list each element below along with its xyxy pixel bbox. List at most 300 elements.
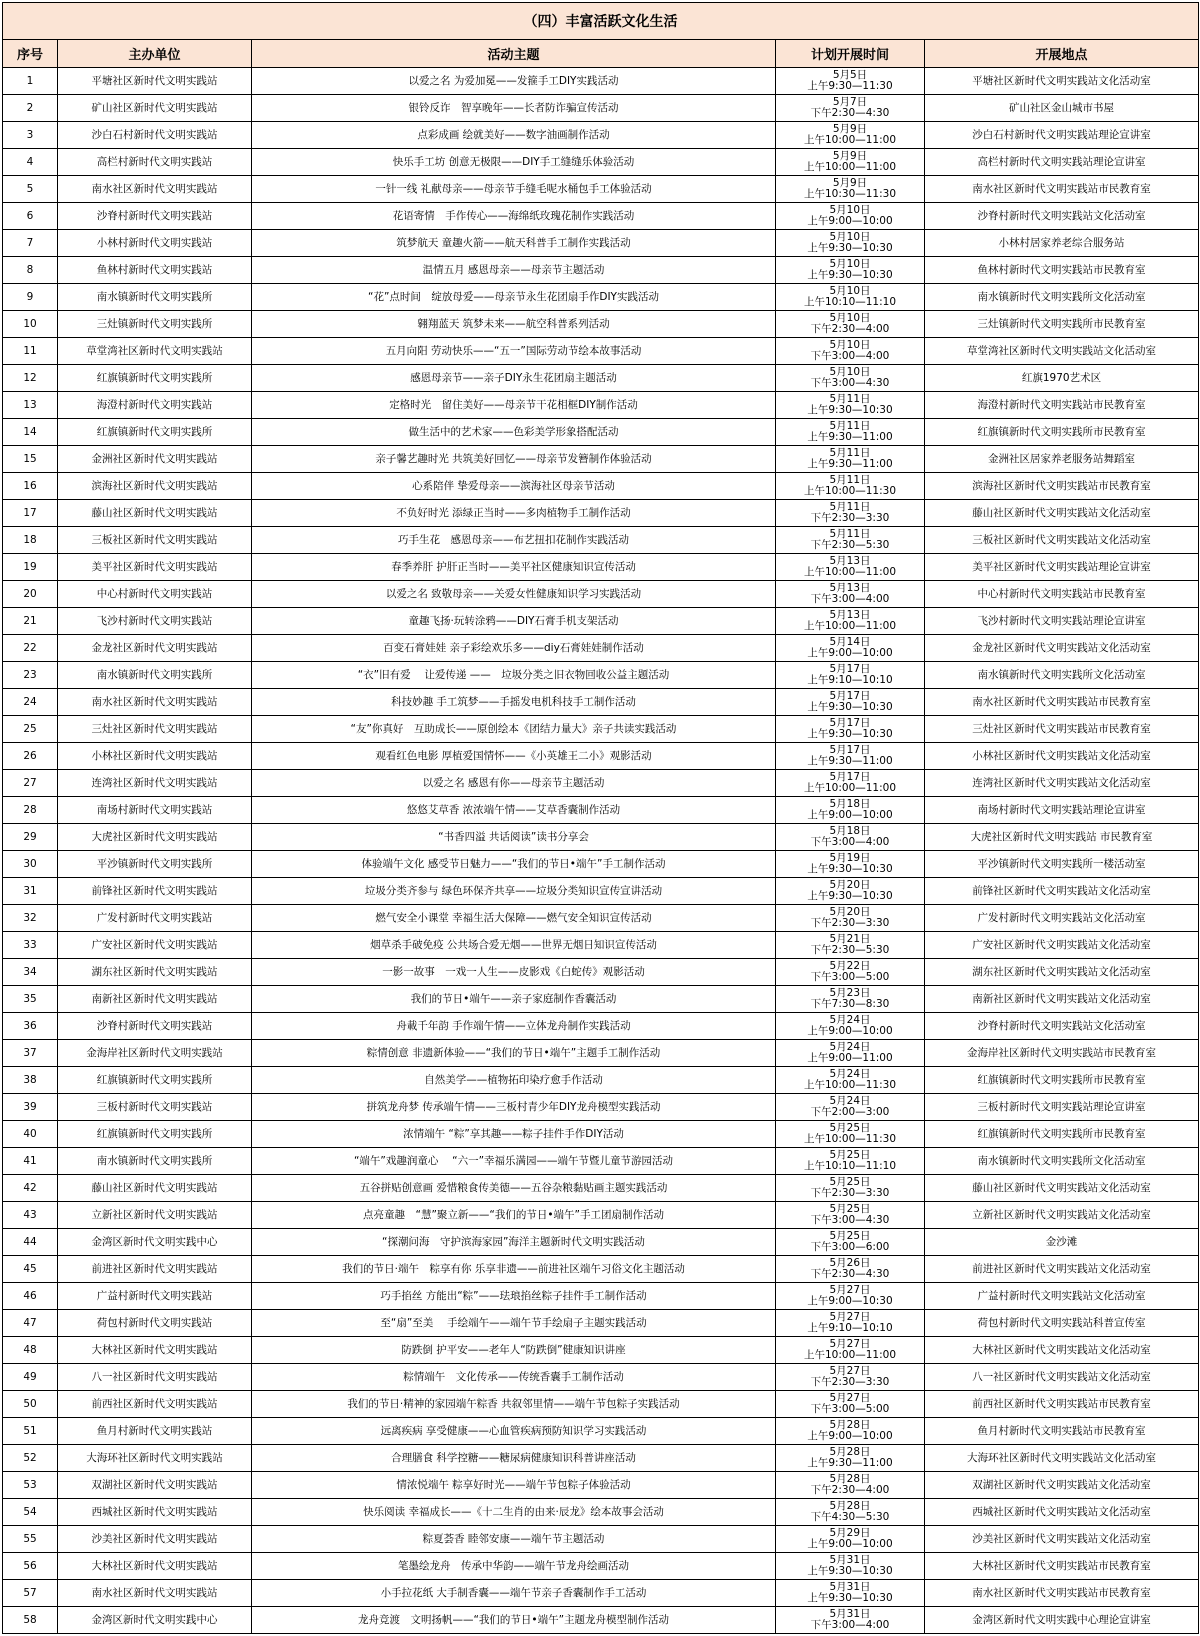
row-time: 下午2:30—3:30 [810,1187,890,1199]
row-theme: 我们的节日·精神的家园端午粽香 共叙邻里情——端午节包粽子实践活动 [252,1391,776,1418]
table-row [3,716,1199,743]
row-organizer: 草堂湾社区新时代文明实践站 [58,338,252,365]
table-row [3,176,1199,203]
row-date: 5月18日 [829,798,871,810]
row-schedule [776,1445,925,1472]
row-theme: 自然美学——植物拓印染疗愈手作活动 [252,1067,776,1094]
row-location: 南新社区新时代文明实践站文化活动室 [925,986,1199,1013]
table-row [3,1229,1199,1256]
row-schedule [776,689,925,716]
row-number: 52 [3,1445,58,1472]
row-time: 上午9:00—10:00 [807,809,893,821]
row-location: 金龙社区新时代文明实践站文化活动室 [925,635,1199,662]
table-row [3,473,1199,500]
row-time: 下午7:30—8:30 [810,998,890,1010]
table-row [3,1391,1199,1418]
row-location: 南水社区新时代文明实践站市民教育室 [925,1580,1199,1607]
row-location: 红旗镇新时代文明实践所市民教育室 [925,419,1199,446]
row-theme: “书香四溢 共话阅读”读书分享会 [252,824,776,851]
row-time: 上午9:10—10:10 [807,1322,893,1334]
row-time: 上午10:00—11:00 [803,161,897,173]
row-organizer: 大海环社区新时代文明实践站 [58,1445,252,1472]
row-time: 上午10:00—11:00 [803,620,897,632]
row-location: 飞沙村新时代文明实践站理论宣讲室 [925,608,1199,635]
row-number: 48 [3,1337,58,1364]
header-theme: 活动主题 [252,40,776,68]
row-schedule [776,1418,925,1445]
row-time: 上午9:00—10:00 [807,647,893,659]
row-date: 5月27日 [829,1284,871,1296]
row-number: 20 [3,581,58,608]
row-location: 矿山社区金山城市书屋 [925,95,1199,122]
row-date: 5月11日 [829,420,871,432]
row-theme: 心系陪伴 挚爱母亲——滨海社区母亲节活动 [252,473,776,500]
row-number: 25 [3,716,58,743]
row-organizer: 小林村新时代文明实践站 [58,230,252,257]
row-schedule [776,824,925,851]
row-location: 南水镇新时代文明实践所文化活动室 [925,1148,1199,1175]
row-theme: 童趣飞扬·玩转涂鸦——DIY石膏手机支架活动 [252,608,776,635]
table-row [3,311,1199,338]
row-time: 上午10:00—11:30 [803,1079,897,1091]
table-row [3,581,1199,608]
row-theme: 温情五月 感恩母亲——母亲节主题活动 [252,257,776,284]
header-time: 计划开展时间 [776,40,925,68]
row-schedule [776,365,925,392]
row-location: 双湖社区新时代文明实践站文化活动室 [925,1472,1199,1499]
row-location: 沙白石村新时代文明实践站理论宣讲室 [925,122,1199,149]
row-date: 5月25日 [829,1149,871,1161]
row-number: 5 [3,176,58,203]
row-number: 33 [3,932,58,959]
table-row [3,446,1199,473]
row-location: 平塘社区新时代文明实践站文化活动室 [925,68,1199,95]
row-number: 3 [3,122,58,149]
row-time: 下午3:00—4:00 [810,593,890,605]
table-row [3,608,1199,635]
row-schedule [776,68,925,95]
row-organizer: 藤山社区新时代文明实践站 [58,1175,252,1202]
row-date: 5月9日 [832,150,868,162]
row-theme: 我们的节日·端午 粽享有你 乐享非遗——前进社区端午习俗文化主题活动 [252,1256,776,1283]
row-location: 前西社区新时代文明实践站市民教育室 [925,1391,1199,1418]
header-org: 主办单位 [58,40,252,68]
row-time: 下午3:00—4:30 [810,1214,890,1226]
row-schedule [776,446,925,473]
row-date: 5月11日 [829,528,871,540]
table-row [3,1040,1199,1067]
row-location: 广发村新时代文明实践站文化活动室 [925,905,1199,932]
row-location: 广益村新时代文明实践站文化活动室 [925,1283,1199,1310]
row-location: 鱼林村新时代文明实践站市民教育室 [925,257,1199,284]
table-row [3,743,1199,770]
table-row [3,284,1199,311]
row-organizer: 南水社区新时代文明实践站 [58,1580,252,1607]
table-row [3,1526,1199,1553]
row-time: 上午9:30—11:00 [807,458,893,470]
table-row [3,1364,1199,1391]
row-organizer: 高栏村新时代文明实践站 [58,149,252,176]
row-time: 上午9:00—10:00 [807,1025,893,1037]
row-theme: 以爱之名 致敬母亲——关爱女性健康知识学习实践活动 [252,581,776,608]
row-number: 54 [3,1499,58,1526]
row-schedule [776,284,925,311]
table-row [3,149,1199,176]
table-row [3,1310,1199,1337]
row-time: 上午9:30—11:30 [807,80,893,92]
row-number: 40 [3,1121,58,1148]
row-organizer: 红旗镇新时代文明实践所 [58,419,252,446]
row-theme: 银铃反诈 智享晚年——长者防诈骗宣传活动 [252,95,776,122]
row-organizer: 南水镇新时代文明实践所 [58,1148,252,1175]
row-number: 22 [3,635,58,662]
row-date: 5月25日 [829,1176,871,1188]
row-theme: 以爱之名 为爱加冕——发箍手工DIY实践活动 [252,68,776,95]
row-location: 三板社区新时代文明实践站文化活动室 [925,527,1199,554]
row-organizer: 金龙社区新时代文明实践站 [58,635,252,662]
row-schedule [776,473,925,500]
row-number: 8 [3,257,58,284]
row-location: 红旗1970艺术区 [925,365,1199,392]
row-time: 上午9:00—10:00 [807,215,893,227]
row-theme: 观看红色电影 厚植爱国情怀——《小英雄王二小》观影活动 [252,743,776,770]
row-date: 5月19日 [829,852,871,864]
row-time: 上午10:10—11:10 [803,296,897,308]
row-organizer: 三灶社区新时代文明实践站 [58,716,252,743]
row-theme: 小手拉花纸 大手制香囊——端午节亲子香囊制作手工活动 [252,1580,776,1607]
row-location: 金沙滩 [925,1229,1199,1256]
row-date: 5月28日 [829,1473,871,1485]
row-organizer: 南水社区新时代文明实践站 [58,176,252,203]
row-organizer: 湖东社区新时代文明实践站 [58,959,252,986]
row-theme: 龙舟竞渡 文明扬帆——“我们的节日•端午”主题龙舟模型制作活动 [252,1607,776,1634]
row-schedule [776,797,925,824]
table-row [3,95,1199,122]
row-number: 35 [3,986,58,1013]
row-schedule [776,1391,925,1418]
row-time: 下午3:00—4:00 [810,836,890,848]
row-theme: 烟草杀手破免疫 公共场合爱无烟——世界无烟日知识宣传活动 [252,932,776,959]
row-theme: 快乐阅读 幸福成长——《十二生肖的由来·辰龙》绘本故事会活动 [252,1499,776,1526]
row-number: 27 [3,770,58,797]
row-schedule [776,1256,925,1283]
row-date: 5月10日 [829,258,871,270]
row-location: 南水社区新时代文明实践站市民教育室 [925,176,1199,203]
row-date: 5月20日 [829,906,871,918]
table-row [3,1607,1199,1634]
row-number: 45 [3,1256,58,1283]
row-number: 17 [3,500,58,527]
row-schedule [776,1148,925,1175]
row-schedule [776,635,925,662]
row-organizer: 广益村新时代文明实践站 [58,1283,252,1310]
row-number: 15 [3,446,58,473]
row-schedule [776,176,925,203]
row-number: 44 [3,1229,58,1256]
row-schedule [776,986,925,1013]
row-theme: 亲子馨艺趣时光 共筑美好回忆——母亲节发簪制作体验活动 [252,446,776,473]
row-time: 上午10:10—11:10 [803,1160,897,1172]
row-number: 38 [3,1067,58,1094]
row-time: 下午3:00—5:00 [810,971,890,983]
row-date: 5月18日 [829,825,871,837]
row-time: 上午9:30—10:30 [807,863,893,875]
row-location: 大林社区新时代文明实践站文化活动室 [925,1337,1199,1364]
row-theme: 定格时光 留住美好——母亲节干花相框DIY制作活动 [252,392,776,419]
row-time: 下午2:30—5:30 [810,539,890,551]
row-organizer: 鱼林村新时代文明实践站 [58,257,252,284]
row-date: 5月24日 [829,1095,871,1107]
row-number: 43 [3,1202,58,1229]
row-theme: 浓情端午 “粽”享其趣——粽子挂件手作DIY活动 [252,1121,776,1148]
row-schedule [776,608,925,635]
row-organizer: 大虎社区新时代文明实践站 [58,824,252,851]
row-organizer: 前西社区新时代文明实践站 [58,1391,252,1418]
row-date: 5月31日 [829,1581,871,1593]
header-no: 序号 [3,40,58,68]
row-theme: “端午”戏趣润童心 “六一”幸福乐满园——端午节暨儿童节游园活动 [252,1148,776,1175]
table-row [3,527,1199,554]
row-number: 10 [3,311,58,338]
row-date: 5月28日 [829,1419,871,1431]
row-schedule [776,1337,925,1364]
row-location: 鱼月村新时代文明实践站市民教育室 [925,1418,1199,1445]
row-date: 5月28日 [829,1500,871,1512]
activity-table [2,2,1199,1634]
table-row [3,986,1199,1013]
row-location: 高栏村新时代文明实践站理论宣讲室 [925,149,1199,176]
row-date: 5月5日 [832,69,868,81]
table-row [3,230,1199,257]
row-schedule [776,1202,925,1229]
table-row [3,1121,1199,1148]
row-location: 红旗镇新时代文明实践所市民教育室 [925,1121,1199,1148]
row-theme: 远离疾病 享受健康——心血管疾病预防知识学习实践活动 [252,1418,776,1445]
row-schedule [776,770,925,797]
row-location: 小林村居家养老综合服务站 [925,230,1199,257]
row-schedule [776,932,925,959]
row-number: 49 [3,1364,58,1391]
row-theme: 点亮童趣 “慧”聚立新——“我们的节日•端午”手工团扇制作活动 [252,1202,776,1229]
row-organizer: 前进社区新时代文明实践站 [58,1256,252,1283]
row-theme: 翱翔蓝天 筑梦未来——航空科普系列活动 [252,311,776,338]
row-number: 16 [3,473,58,500]
header-row [3,40,1199,68]
row-organizer: 南水镇新时代文明实践所 [58,662,252,689]
row-date: 5月22日 [829,960,871,972]
row-theme: 一针一线 礼献母亲——母亲节手缝毛呢水桶包手工体验活动 [252,176,776,203]
row-date: 5月25日 [829,1122,871,1134]
row-date: 5月10日 [829,366,871,378]
row-location: 三灶镇新时代文明实践所市民教育室 [925,311,1199,338]
row-organizer: 三板社区新时代文明实践站 [58,527,252,554]
row-date: 5月31日 [829,1554,871,1566]
row-time: 下午4:30—5:30 [810,1511,890,1523]
row-location: 连湾社区新时代文明实践站文化活动室 [925,770,1199,797]
row-theme: 五谷拼贴创意画 爱惜粮食传美德——五谷杂粮黏贴画主题实践活动 [252,1175,776,1202]
row-theme: “衣”旧有爱 让爱传递 —— 垃圾分类之旧衣物回收公益主题活动 [252,662,776,689]
row-theme: 春季养肝 护肝正当时——美平社区健康知识宣传活动 [252,554,776,581]
row-organizer: 大林社区新时代文明实践站 [58,1553,252,1580]
row-number: 46 [3,1283,58,1310]
row-organizer: 沙白石村新时代文明实践站 [58,122,252,149]
row-date: 5月13日 [829,582,871,594]
row-organizer: 三板村新时代文明实践站 [58,1094,252,1121]
row-number: 50 [3,1391,58,1418]
row-theme: 巧手掐丝 方能出“粽”——珐琅掐丝粽子挂件手工制作活动 [252,1283,776,1310]
table-row [3,1202,1199,1229]
row-schedule [776,1553,925,1580]
table-row [3,1175,1199,1202]
row-date: 5月10日 [829,339,871,351]
table-row [3,392,1199,419]
row-organizer: 海澄村新时代文明实践站 [58,392,252,419]
row-theme: “友”你真好 互助成长——原创绘本《团结力量大》亲子共读实践活动 [252,716,776,743]
row-schedule [776,122,925,149]
row-number: 57 [3,1580,58,1607]
row-date: 5月25日 [829,1203,871,1215]
row-theme: 体验端午文化 感受节日魅力——“我们的节日•端午”手工制作活动 [252,851,776,878]
row-time: 上午9:30—10:30 [807,269,893,281]
row-organizer: 三灶镇新时代文明实践所 [58,311,252,338]
row-organizer: 红旗镇新时代文明实践所 [58,1121,252,1148]
row-theme: 舟載千年韵 手作端午情——立体龙舟制作实践活动 [252,1013,776,1040]
row-schedule [776,338,925,365]
row-schedule [776,662,925,689]
row-number: 41 [3,1148,58,1175]
row-location: 大林社区新时代文明实践站市民教育室 [925,1553,1199,1580]
row-date: 5月10日 [829,312,871,324]
row-organizer: 金海岸社区新时代文明实践站 [58,1040,252,1067]
row-location: 广安社区新时代文明实践站文化活动室 [925,932,1199,959]
table-row [3,824,1199,851]
row-location: 沙美社区新时代文明实践站文化活动室 [925,1526,1199,1553]
row-number: 31 [3,878,58,905]
row-number: 30 [3,851,58,878]
row-organizer: 广安社区新时代文明实践站 [58,932,252,959]
row-date: 5月20日 [829,879,871,891]
row-theme: 一影一故事 一戏一人生——皮影戏《白蛇传》观影活动 [252,959,776,986]
table-row [3,1580,1199,1607]
row-time: 上午10:00—11:30 [803,1133,897,1145]
row-organizer: 南场村新时代文明实践站 [58,797,252,824]
table-title: （四）丰富活跃文化生活 [3,3,1199,40]
row-number: 18 [3,527,58,554]
row-time: 下午2:30—4:30 [810,107,890,119]
table-row [3,932,1199,959]
row-organizer: 鱼月村新时代文明实践站 [58,1418,252,1445]
table-row [3,68,1199,95]
row-time: 下午2:30—3:30 [810,512,890,524]
row-date: 5月7日 [832,96,868,108]
row-date: 5月10日 [829,231,871,243]
row-number: 56 [3,1553,58,1580]
row-date: 5月9日 [832,123,868,135]
table-row [3,554,1199,581]
row-organizer: 金湾区新时代文明实践中心 [58,1607,252,1634]
row-date: 5月27日 [829,1338,871,1350]
row-date: 5月27日 [829,1365,871,1377]
row-time: 上午9:30—10:30 [807,701,893,713]
row-organizer: 平塘社区新时代文明实践站 [58,68,252,95]
row-date: 5月27日 [829,1311,871,1323]
row-organizer: 中心村新时代文明实践站 [58,581,252,608]
row-schedule [776,149,925,176]
row-organizer: 南水社区新时代文明实践站 [58,689,252,716]
row-number: 51 [3,1418,58,1445]
row-time: 上午10:00—11:00 [803,134,897,146]
row-organizer: 八一社区新时代文明实践站 [58,1364,252,1391]
table-row [3,797,1199,824]
row-theme: 燃气安全小课堂 幸福生活大保障——燃气安全知识宣传活动 [252,905,776,932]
row-organizer: 南新社区新时代文明实践站 [58,986,252,1013]
row-schedule [776,311,925,338]
row-number: 1 [3,68,58,95]
row-date: 5月11日 [829,474,871,486]
row-number: 58 [3,1607,58,1634]
row-theme: 做生活中的艺术家——色彩美学形象搭配活动 [252,419,776,446]
row-theme: 筑梦航天 童趣火箭——航天科普手工制作实践活动 [252,230,776,257]
row-schedule [776,1607,925,1634]
row-number: 9 [3,284,58,311]
row-theme: 快乐手工坊 创意无极限——DIY手工缝缝乐体验活动 [252,149,776,176]
table-row [3,257,1199,284]
row-schedule [776,257,925,284]
row-location: 南水社区新时代文明实践站市民教育室 [925,689,1199,716]
row-organizer: 金洲社区新时代文明实践站 [58,446,252,473]
row-date: 5月24日 [829,1041,871,1053]
row-schedule [776,851,925,878]
row-schedule [776,1472,925,1499]
table-row [3,419,1199,446]
row-number: 47 [3,1310,58,1337]
row-theme: 合理膳食 科学控糖——糖尿病健康知识科普讲座活动 [252,1445,776,1472]
row-date: 5月17日 [829,771,871,783]
row-number: 11 [3,338,58,365]
row-theme: 至“扇”至美 手绘端午——端午节手绘扇子主题实践活动 [252,1310,776,1337]
row-date: 5月29日 [829,1527,871,1539]
row-date: 5月17日 [829,690,871,702]
row-schedule [776,716,925,743]
row-number: 42 [3,1175,58,1202]
row-theme: 花语寄情 手作传心——海绵纸玫瑰花制作实践活动 [252,203,776,230]
row-date: 5月9日 [832,177,868,189]
row-location: 红旗镇新时代文明实践所市民教育室 [925,1067,1199,1094]
row-theme: 悠悠艾草香 浓浓端午情——艾草香囊制作活动 [252,797,776,824]
row-organizer: 飞沙村新时代文明实践站 [58,608,252,635]
row-time: 下午3:00—4:00 [810,350,890,362]
row-theme: 百变石膏娃娃 亲子彩绘欢乐多——diy石膏娃娃制作活动 [252,635,776,662]
row-organizer: 南水镇新时代文明实践所 [58,284,252,311]
table-row [3,1013,1199,1040]
row-location: 草堂湾社区新时代文明实践站文化活动室 [925,338,1199,365]
row-time: 上午10:30—11:30 [803,188,897,200]
row-theme: 粽情创意 非遗新体验——“我们的节日•端午”主题手工制作活动 [252,1040,776,1067]
row-theme: “花”点时间 绽放母爱——母亲节永生花团扇手作DIY实践活动 [252,284,776,311]
row-date: 5月11日 [829,447,871,459]
table-row [3,1256,1199,1283]
row-schedule [776,1283,925,1310]
row-organizer: 广发村新时代文明实践站 [58,905,252,932]
row-theme: 我们的节日•端午——亲子家庭制作香囊活动 [252,986,776,1013]
row-time: 下午3:00—4:00 [810,1619,890,1631]
row-schedule [776,1364,925,1391]
row-time: 上午10:00—11:00 [803,782,897,794]
table-row [3,338,1199,365]
row-theme: 不负好时光 添绿正当时——多肉植物手工制作活动 [252,500,776,527]
row-theme: 情浓悦端午 粽享好时光——端午节包粽子体验活动 [252,1472,776,1499]
row-number: 4 [3,149,58,176]
